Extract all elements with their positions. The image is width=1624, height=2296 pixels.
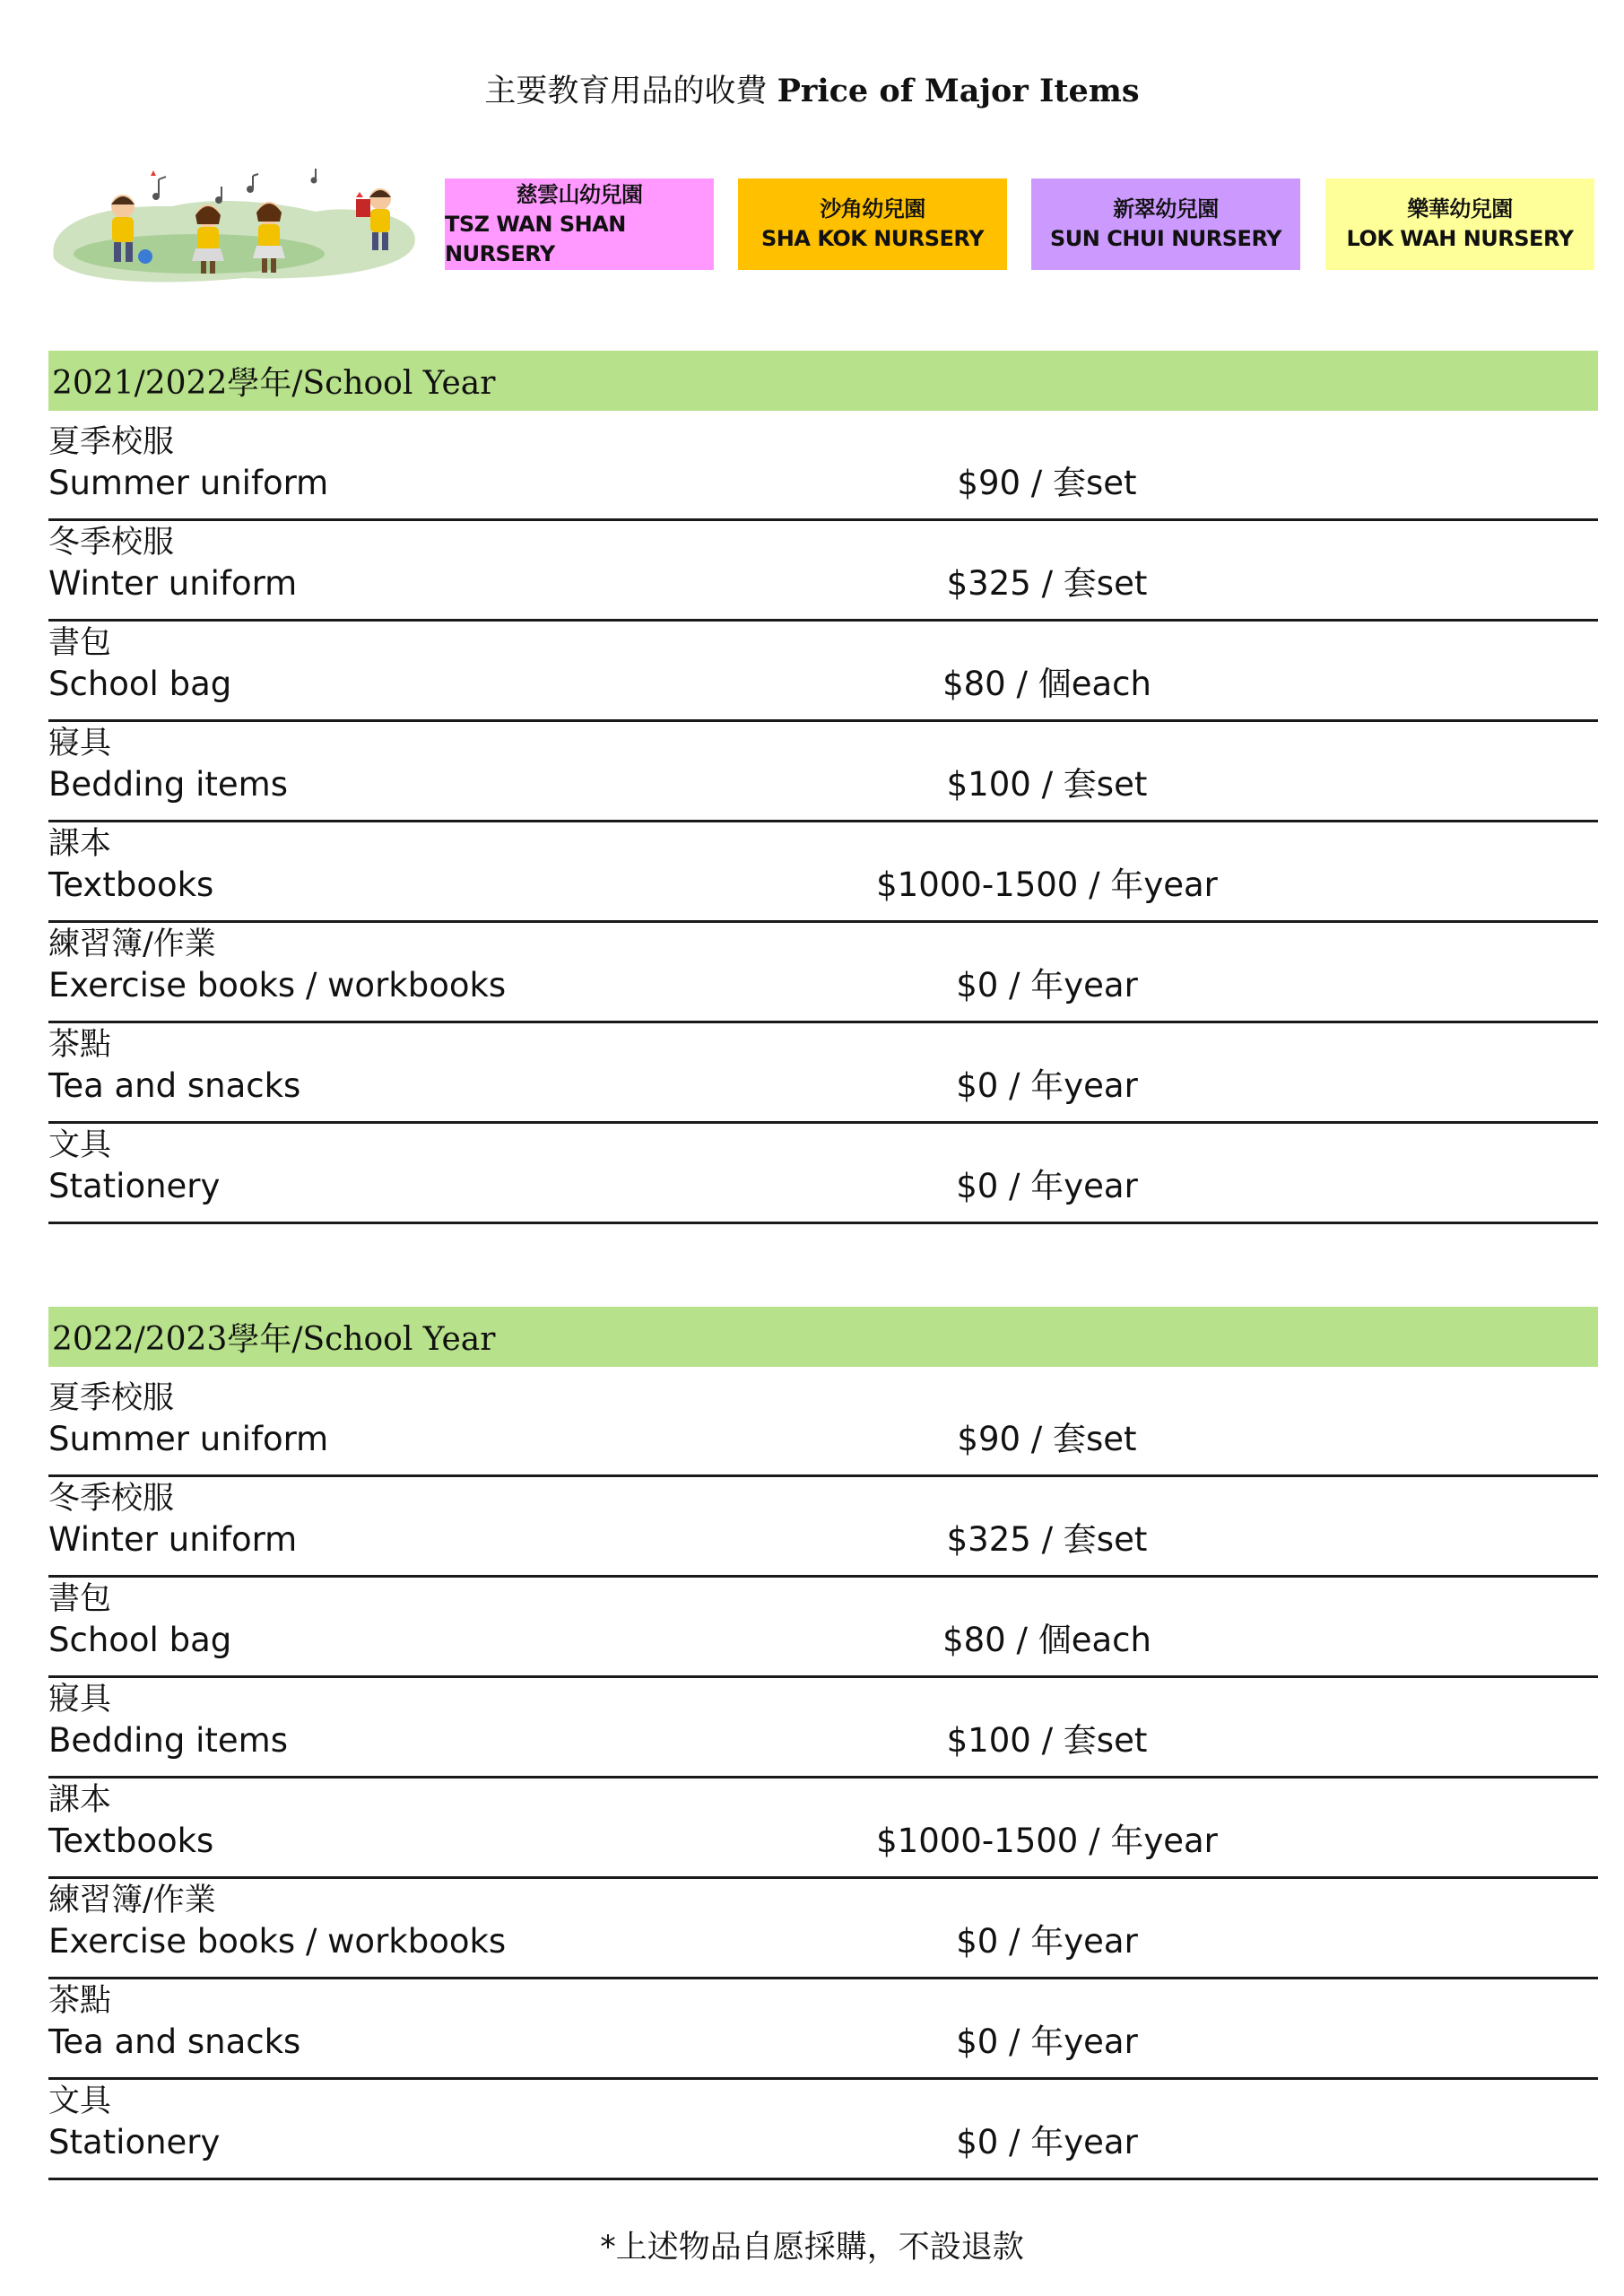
item-price: $1000-1500 / 年year bbox=[876, 1822, 1218, 1860]
nursery-tabs bbox=[0, 178, 1624, 270]
page-title bbox=[0, 66, 1624, 111]
item-price: $90 / 套set bbox=[957, 1420, 1137, 1458]
item-name-zh: 文具 bbox=[48, 2083, 112, 2119]
item-name-zh: 寢具 bbox=[48, 1682, 112, 1718]
nursery-name-zh: 樂華幼兒園 bbox=[1407, 196, 1513, 222]
item-price: $100 / 套set bbox=[946, 1721, 1148, 1760]
table-row bbox=[48, 521, 1598, 622]
item-name-en: Tea and snacks bbox=[48, 1066, 301, 1105]
table-row bbox=[48, 1779, 1598, 1879]
item-price: $325 / 套set bbox=[946, 1520, 1148, 1559]
item-name-zh: 練習簿/作業 bbox=[48, 926, 216, 962]
item-price: $0 / 年year bbox=[956, 1922, 1138, 1961]
nursery-tab-sha-kok bbox=[738, 178, 1007, 270]
school-year-header: 2022/2023學年/School Year bbox=[48, 1307, 1598, 1367]
item-name-zh: 文具 bbox=[48, 1127, 112, 1163]
nursery-name-zh: 沙角幼兒園 bbox=[820, 196, 925, 222]
table-row bbox=[48, 1578, 1598, 1678]
table-row bbox=[48, 1678, 1598, 1779]
nursery-name-en: LOK WAH NURSERY bbox=[1346, 226, 1574, 251]
item-price: $100 / 套set bbox=[946, 765, 1148, 804]
table-row bbox=[48, 1879, 1598, 1979]
school-year-section-2021 bbox=[48, 351, 1598, 1224]
nursery-tab-tsz-wan-shan bbox=[445, 178, 714, 270]
item-name-en: Stationery bbox=[48, 1167, 221, 1205]
table-row bbox=[48, 1979, 1598, 2080]
nursery-tab-sun-chui bbox=[1031, 178, 1300, 270]
item-name-en: Bedding items bbox=[48, 1721, 288, 1760]
item-name-en: Bedding items bbox=[48, 765, 288, 804]
item-price: $0 / 年year bbox=[956, 1066, 1138, 1105]
item-name-en: Textbooks bbox=[48, 1822, 214, 1860]
item-name-zh: 冬季校服 bbox=[48, 1481, 175, 1517]
item-name-en: Winter uniform bbox=[48, 564, 298, 603]
table-row bbox=[48, 1023, 1598, 1124]
school-year-header: 2021/2022學年/School Year bbox=[48, 351, 1598, 411]
table-row bbox=[48, 1477, 1598, 1578]
item-name-zh: 課本 bbox=[48, 826, 112, 862]
item-name-en: Summer uniform bbox=[48, 1420, 329, 1458]
nursery-name-zh: 新翠幼兒園 bbox=[1113, 196, 1219, 222]
page-title-en: Price of Major Items bbox=[777, 73, 1140, 109]
item-name-en: School bag bbox=[48, 1621, 232, 1659]
item-name-zh: 冬季校服 bbox=[48, 525, 175, 561]
item-name-en: Summer uniform bbox=[48, 464, 329, 502]
item-name-zh: 書包 bbox=[48, 1581, 112, 1617]
nursery-name-en: SUN CHUI NURSERY bbox=[1050, 226, 1281, 251]
footnote: *上述物品自愿採購，不設退款 bbox=[600, 2230, 1024, 2266]
item-name-en: Textbooks bbox=[48, 865, 214, 904]
price-table bbox=[48, 421, 1598, 1224]
item-price: $0 / 年year bbox=[956, 2022, 1138, 2061]
item-price: $0 / 年year bbox=[956, 1167, 1138, 1205]
item-name-zh: 夏季校服 bbox=[48, 1380, 175, 1416]
item-name-en: School bag bbox=[48, 665, 232, 703]
item-name-en: Stationery bbox=[48, 2123, 221, 2161]
school-year-section-2022 bbox=[48, 1307, 1598, 2180]
table-row bbox=[48, 622, 1598, 722]
item-name-zh: 寢具 bbox=[48, 726, 112, 761]
item-price: $90 / 套set bbox=[957, 464, 1137, 502]
item-name-zh: 課本 bbox=[48, 1782, 112, 1818]
item-name-zh: 茶點 bbox=[48, 1983, 112, 2019]
item-price: $80 / 個each bbox=[942, 1621, 1151, 1659]
price-table bbox=[48, 1377, 1598, 2180]
table-row bbox=[48, 822, 1598, 923]
item-name-en: Exercise books / workbooks bbox=[48, 1922, 507, 1961]
item-price: $80 / 個each bbox=[942, 665, 1151, 703]
item-name-zh: 茶點 bbox=[48, 1027, 112, 1063]
item-price: $1000-1500 / 年year bbox=[876, 865, 1218, 904]
table-row bbox=[48, 2080, 1598, 2180]
item-name-zh: 書包 bbox=[48, 625, 112, 661]
nursery-name-zh: 慈雲山幼兒園 bbox=[516, 181, 643, 207]
item-name-en: Winter uniform bbox=[48, 1520, 298, 1559]
table-row bbox=[48, 1377, 1598, 1477]
item-name-en: Exercise books / workbooks bbox=[48, 966, 507, 1004]
nursery-tab-lok-wah bbox=[1325, 178, 1594, 270]
table-row bbox=[48, 421, 1598, 521]
item-name-zh: 夏季校服 bbox=[48, 424, 175, 460]
table-row bbox=[48, 923, 1598, 1023]
nursery-name-en: TSZ WAN SHAN NURSERY bbox=[445, 211, 626, 266]
item-price: $0 / 年year bbox=[956, 966, 1138, 1004]
item-price: $0 / 年year bbox=[956, 2123, 1138, 2161]
item-name-zh: 練習簿/作業 bbox=[48, 1883, 216, 1918]
nursery-name-en: SHA KOK NURSERY bbox=[761, 226, 984, 251]
page-title-zh: 主要教育用品的收費 bbox=[484, 74, 768, 109]
item-name-en: Tea and snacks bbox=[48, 2022, 301, 2061]
item-price: $325 / 套set bbox=[946, 564, 1148, 603]
table-row bbox=[48, 722, 1598, 822]
table-row bbox=[48, 1124, 1598, 1224]
